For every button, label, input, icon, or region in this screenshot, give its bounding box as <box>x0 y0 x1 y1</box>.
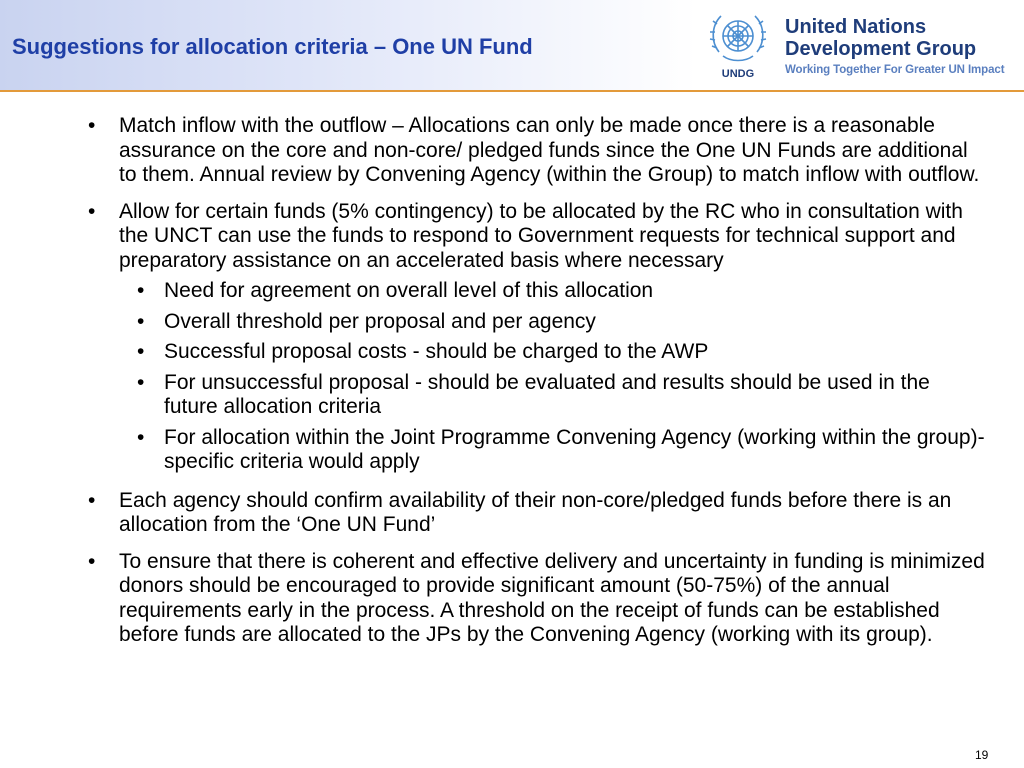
bullet-item <box>88 114 988 188</box>
page-number: 19 <box>975 748 989 762</box>
sub-bullet-list <box>88 279 988 475</box>
sub-bullet-item <box>137 371 988 420</box>
org-name-line2: Development Group <box>785 38 977 60</box>
bullet-text: To ensure that there is coherent and effective delivery and uncertainty in funding is minimized donors should be encouraged to provide significant amount (50-75%) of the annual requirements early in the process. A threshold on the receipt of funds can be established before funds are allocated to the JPs by the Convening Agency (working with its group). <box>119 549 985 646</box>
sub-bullet-item <box>137 310 988 335</box>
sub-bullet-text: For allocation within the Joint Programme Convening Agency (working within the group)- specific criteria would apply <box>164 425 985 473</box>
sub-bullet-text: Successful proposal costs - should be charged to the AWP <box>164 340 709 363</box>
bullet-marker: • <box>88 549 96 573</box>
org-name-line1: United Nations <box>785 16 927 38</box>
slide-header <box>0 0 1024 92</box>
sub-bullet-text: For unsuccessful proposal - should be evaluated and results should be used in the future allocation criteria <box>164 370 930 418</box>
sub-bullet-item <box>137 340 988 365</box>
undg-logo <box>705 8 1017 84</box>
bullet-marker: • <box>137 340 145 363</box>
slide-body <box>88 114 988 660</box>
bullet-marker: • <box>88 199 96 223</box>
bullet-text: Match inflow with the outflow – Allocations can only be made once there is a reasonable assurance on the core and non-core/ pledged funds since the One UN Funds are additional to them. Annual review by Convening Agency (within the Group) to match inflow with outflow. <box>119 114 980 186</box>
bullet-marker: • <box>137 370 145 394</box>
sub-bullet-text: Need for agreement on overall level of this allocation <box>164 279 654 302</box>
bullet-text: Each agency should confirm availability of their non-core/pledged funds before there is an allocation from the ‘One UN Fund’ <box>119 488 952 536</box>
sub-bullet-item <box>137 426 988 475</box>
slide-title: Suggestions for allocation criteria – One UN Fund <box>12 34 533 59</box>
sub-bullet-item <box>137 279 988 304</box>
undg-abbrev: UNDG <box>721 68 755 80</box>
bullet-marker: • <box>137 279 145 302</box>
bullet-marker: • <box>88 488 96 512</box>
bullet-item <box>88 200 988 274</box>
org-tagline: Working Together For Greater UN Impact <box>785 64 1005 76</box>
bullet-marker: • <box>88 114 96 137</box>
bullet-text: Allow for certain funds (5% contingency) to be allocated by the RC who in consultation with the UNCT can use the funds to respond to Government requests for technical support and preparatory assistance on an accelerated basis where necessary <box>119 199 963 272</box>
bullet-item <box>88 550 988 648</box>
bullet-item <box>88 489 988 538</box>
bullet-marker: • <box>137 309 145 333</box>
bullet-marker: • <box>137 425 145 449</box>
sub-bullet-text: Overall threshold per proposal and per agency <box>164 309 596 333</box>
un-emblem-icon <box>705 8 771 70</box>
